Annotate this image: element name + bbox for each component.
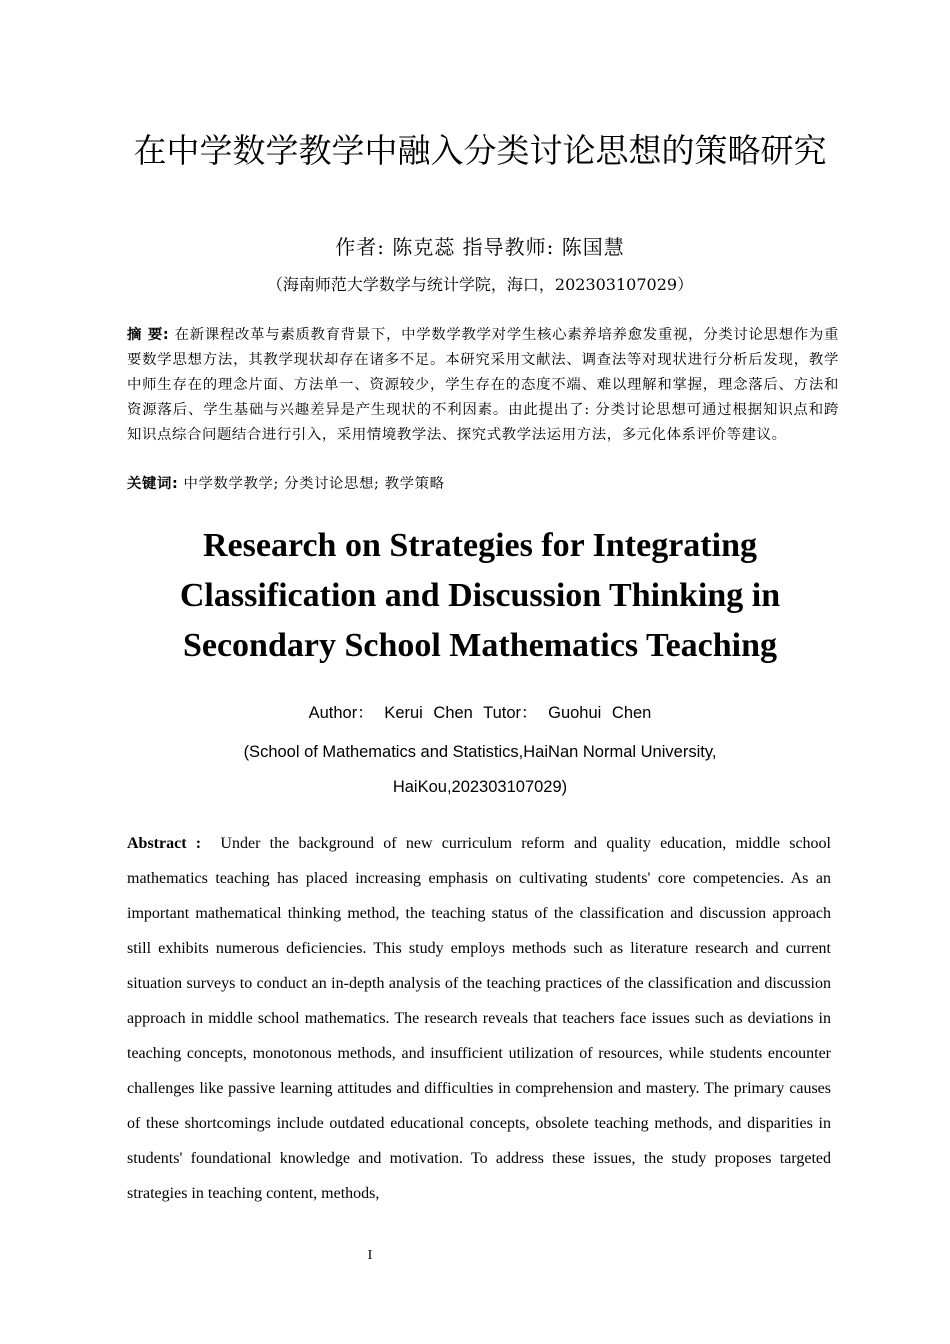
english-title: Research on Strategies for Integrating Classification and Discussion Thinking in Secondary School Mathematics Teaching: [179, 527, 781, 664]
chinese-author-line: 作者: 陈克蕊 指导教师: 陈国慧: [335, 235, 625, 259]
chinese-keywords: [127, 472, 839, 497]
english-abstract-text: Under the background of new curriculum reform and quality education, middle school mathematics teaching has placed increasing emphasis on cultivating students' core competencies. As an important mathematical thinking method, the teaching status of the classification and discussion approach still exhibits numerous deficiencies. This study employs methods such as literature research and current situation surveys to conduct an in-depth analysis of the teaching practices of the classification and discussion approach in middle school mathematics. The research reveals that teachers face issues such as deviations in teaching concepts, monotonous methods, and insufficient utilization of resources, while students encounter challenges like passive learning attitudes and difficulties in comprehension and mastery. The primary causes of these shortcomings include outdated educational concepts, obsolete teaching methods, and disparities in students' foundational knowledge and motivation. To address these issues, the study proposes targeted strategies in teaching content, methods,: [127, 835, 832, 1202]
english-affiliation: (School of Mathematics and Statistics,HaiNan Normal University, HaiKou,202303107029): [243, 743, 717, 796]
english-abstract-label: Abstract :: [127, 835, 202, 852]
chinese-abstract: [127, 323, 839, 448]
chinese-abstract-text: 在新课程改革与素质教育背景下，中学数学教学对学生核心素养培养愈发重视，分类讨论思想作为重要数学思想方法，其教学现状却存在诸多不足。本研究采用文献法、调查法等对现状进行分析后发现，教学中师生存在的理念片面、方法单一、资源较少，学生存在的态度不端、难以理解和掌握，理念落后、方法和资源落后、学生基础与兴趣差异是产生现状的不利因素。由此提出了: 分类讨论思想可通过根据知识点和跨知识点综合问题结合进行引入，采用情境教学法、探究式教学法运用方法，多元化体系评价等建议。: [127, 327, 840, 443]
chinese-keywords-label: 关键词:: [127, 476, 179, 492]
chinese-keywords-text: 中学数学教学; 分类讨论思想; 教学策略: [183, 476, 445, 492]
chinese-abstract-label: 摘 要:: [127, 327, 170, 343]
chinese-affiliation: （海南师范大学数学与统计学院，海口，202303107029）: [266, 275, 694, 294]
chinese-title: 在中学数学教学中融入分类讨论思想的策略研究: [133, 131, 827, 170]
english-author-line: Author： Kerui Chen Tutor： Guohui Chen: [308, 704, 652, 722]
page-number: I: [367, 1248, 373, 1263]
english-abstract: [127, 826, 831, 1211]
